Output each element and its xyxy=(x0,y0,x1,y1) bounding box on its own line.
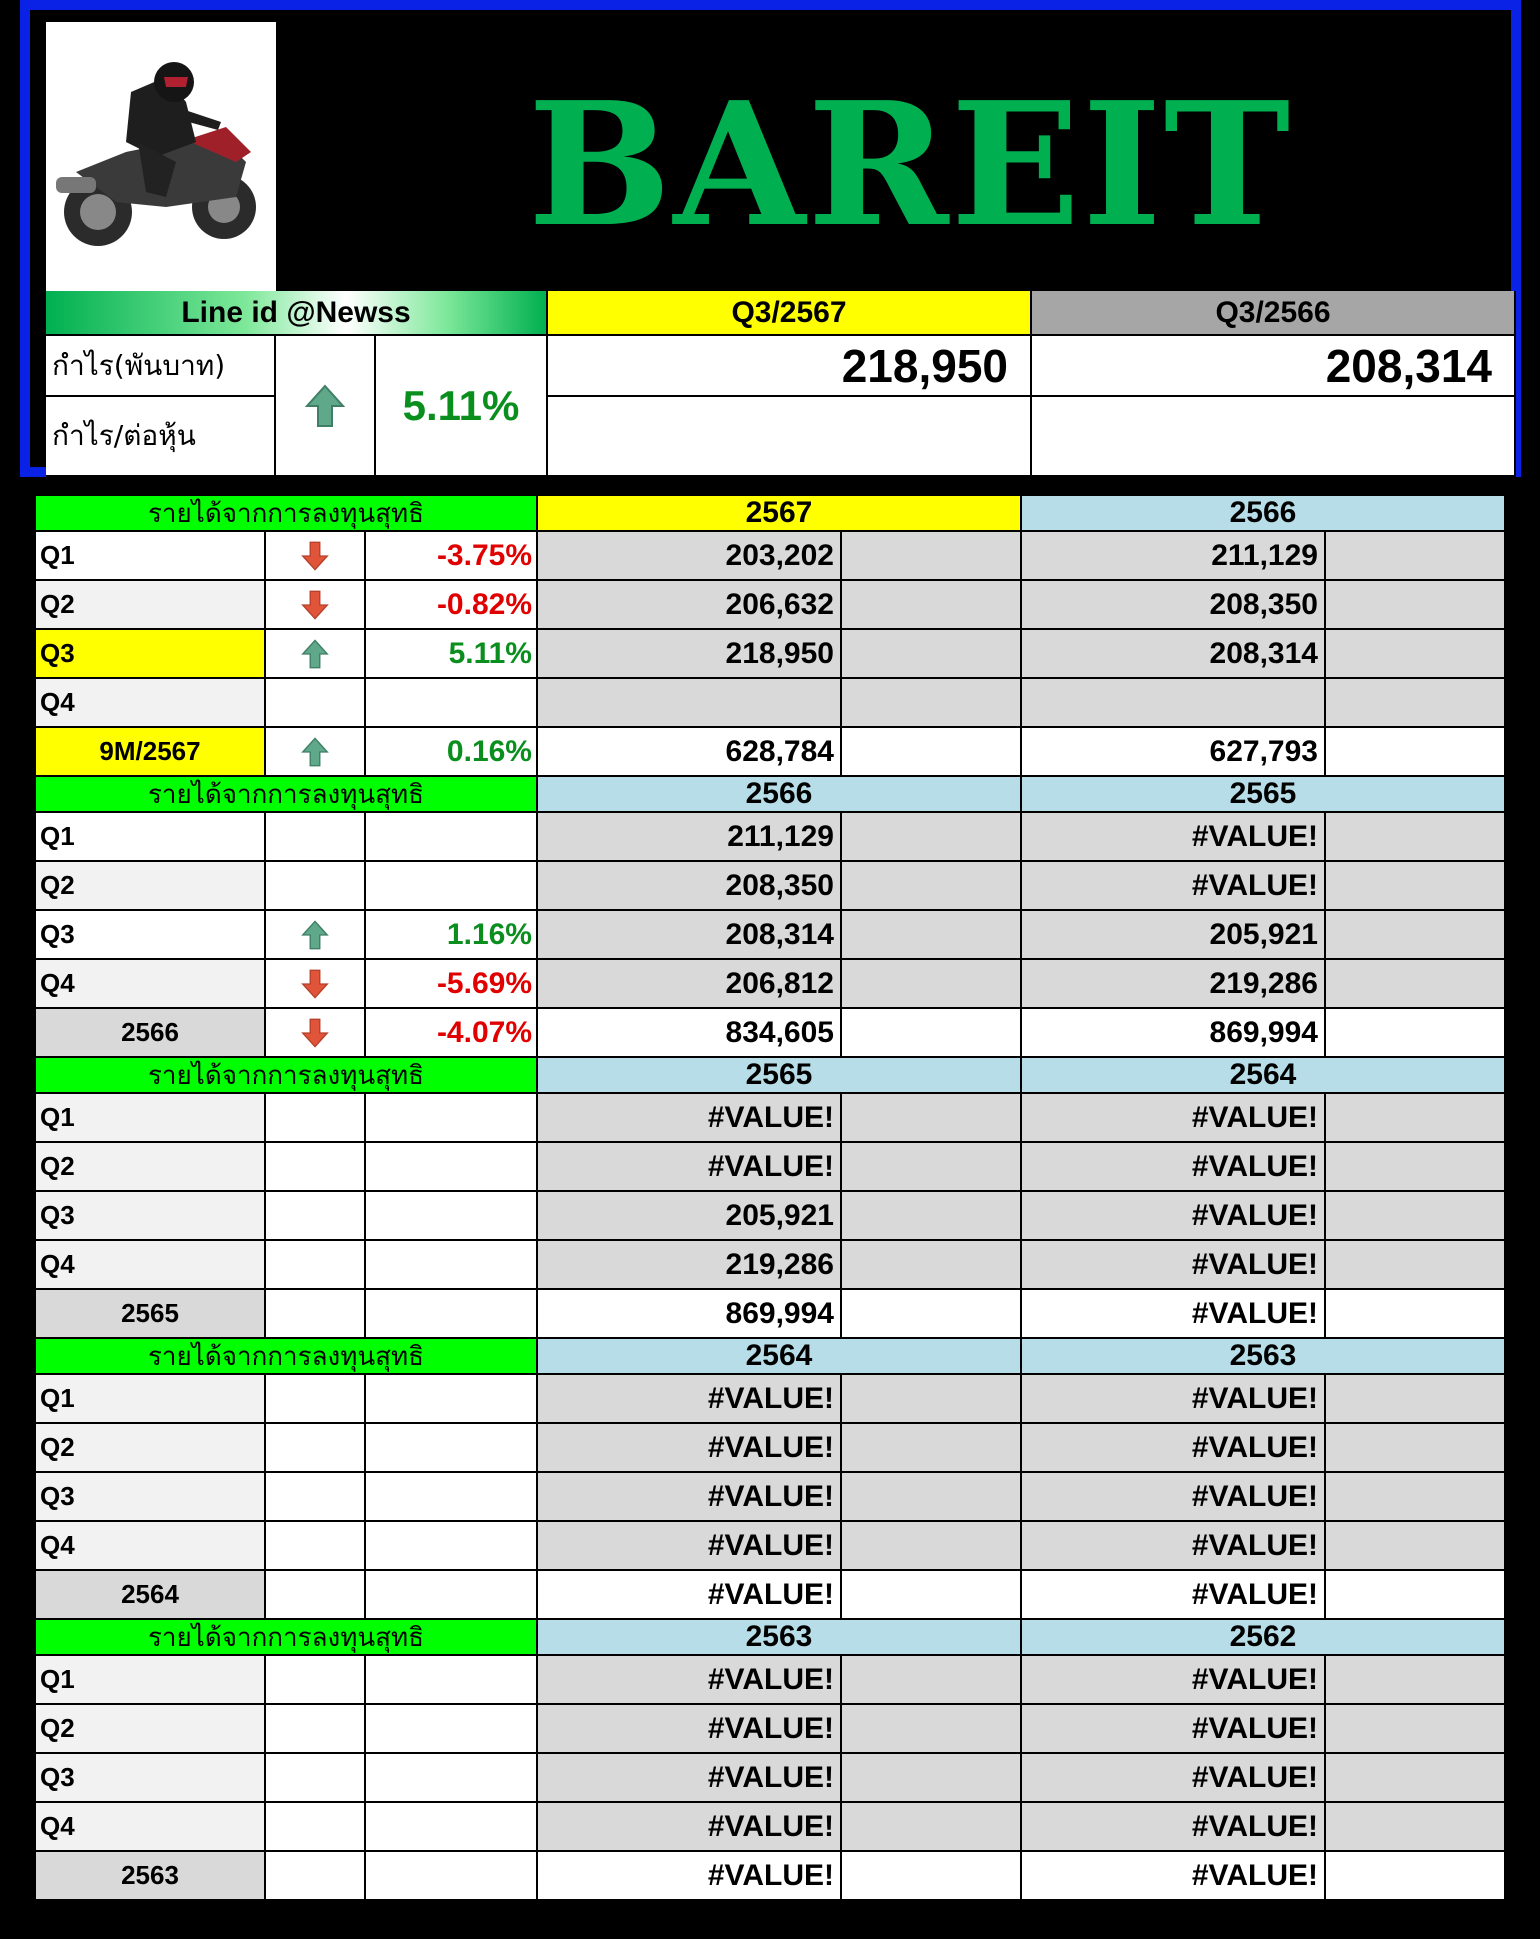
value-a: 203,202 xyxy=(538,532,842,581)
spacer-cell xyxy=(842,1571,1022,1620)
arrow-cell xyxy=(266,1522,366,1571)
year-b-header: 2564 xyxy=(1022,1058,1506,1094)
section-title: รายได้จากการลงทุนสุทธิ xyxy=(36,777,538,813)
year-a-header: 2565 xyxy=(538,1058,1022,1094)
change-percent xyxy=(366,813,538,862)
spacer-cell xyxy=(1326,1424,1506,1473)
value-b: #VALUE! xyxy=(1022,1754,1326,1803)
spacer-cell xyxy=(1326,1705,1506,1754)
change-percent: -3.75% xyxy=(366,532,538,581)
spacer-cell xyxy=(842,1192,1022,1241)
value-b: #VALUE! xyxy=(1022,1094,1326,1143)
up-arrow-icon xyxy=(276,336,376,477)
value-a: #VALUE! xyxy=(538,1656,842,1705)
spacer-cell xyxy=(842,1094,1022,1143)
change-percent xyxy=(366,1241,538,1290)
arrow-cell xyxy=(266,1656,366,1705)
value-b: #VALUE! xyxy=(1022,1192,1326,1241)
down-arrow-icon xyxy=(266,532,366,581)
spacer-cell xyxy=(842,532,1022,581)
quarter-label: Q3 xyxy=(36,1754,266,1803)
year-a-header: 2567 xyxy=(538,496,1022,532)
spacer-cell xyxy=(1326,1754,1506,1803)
value-b: 211,129 xyxy=(1022,532,1326,581)
value-b: 208,314 xyxy=(1022,630,1326,679)
spacer-cell xyxy=(1326,1852,1506,1901)
eps-label: กำไร/ต่อหุ้น xyxy=(46,397,276,477)
section-title: รายได้จากการลงทุนสุทธิ xyxy=(36,496,538,532)
year-b-header: 2562 xyxy=(1022,1620,1506,1656)
total-label: 2566 xyxy=(36,1009,266,1058)
change-percent xyxy=(366,1852,538,1901)
up-arrow-icon xyxy=(266,630,366,679)
spacer-cell xyxy=(842,862,1022,911)
spacer-cell xyxy=(1326,728,1506,777)
value-b: 869,994 xyxy=(1022,1009,1326,1058)
value-a: 205,921 xyxy=(538,1192,842,1241)
value-b: #VALUE! xyxy=(1022,1522,1326,1571)
change-percent xyxy=(366,1375,538,1424)
quarter-label: Q3 xyxy=(36,911,266,960)
spacer-cell xyxy=(1326,1522,1506,1571)
spacer-cell xyxy=(1326,911,1506,960)
value-b: #VALUE! xyxy=(1022,1571,1326,1620)
spacer-cell xyxy=(842,1473,1022,1522)
spacer-cell xyxy=(1326,1192,1506,1241)
value-b: #VALUE! xyxy=(1022,1290,1326,1339)
year-b-header: 2563 xyxy=(1022,1339,1506,1375)
quarter-label: Q1 xyxy=(36,1375,266,1424)
value-b: #VALUE! xyxy=(1022,1241,1326,1290)
change-percent xyxy=(366,1705,538,1754)
arrow-cell xyxy=(266,1241,366,1290)
arrow-cell xyxy=(266,1473,366,1522)
profit-label: กำไร(พันบาท) xyxy=(46,336,276,397)
down-arrow-icon xyxy=(266,581,366,630)
quarter-label: Q1 xyxy=(36,1094,266,1143)
quarter-label: Q1 xyxy=(36,813,266,862)
motorcycle-logo-icon xyxy=(46,22,276,291)
change-percent xyxy=(366,1143,538,1192)
total-label: 2563 xyxy=(36,1852,266,1901)
quarter-label: Q2 xyxy=(36,581,266,630)
value-b: #VALUE! xyxy=(1022,862,1326,911)
year-a-header: 2564 xyxy=(538,1339,1022,1375)
col-current-header: Q3/2567 xyxy=(548,291,1032,336)
spacer-cell xyxy=(842,630,1022,679)
value-b xyxy=(1022,679,1326,728)
section-title: รายได้จากการลงทุนสุทธิ xyxy=(36,1620,538,1656)
value-a: #VALUE! xyxy=(538,1375,842,1424)
down-arrow-icon xyxy=(266,1009,366,1058)
year-a-header: 2563 xyxy=(538,1620,1022,1656)
value-a: 211,129 xyxy=(538,813,842,862)
summary-grid xyxy=(46,291,1516,477)
change-percent: -0.82% xyxy=(366,581,538,630)
value-a: #VALUE! xyxy=(538,1803,842,1852)
change-percent xyxy=(366,1522,538,1571)
value-a: 628,784 xyxy=(538,728,842,777)
spacer-cell xyxy=(842,1522,1022,1571)
change-percent: 0.16% xyxy=(366,728,538,777)
spacer-cell xyxy=(1326,1241,1506,1290)
spacer-cell xyxy=(842,1290,1022,1339)
value-a: #VALUE! xyxy=(538,1705,842,1754)
spacer-cell xyxy=(842,1705,1022,1754)
value-a: #VALUE! xyxy=(538,1143,842,1192)
spacer-cell xyxy=(842,1424,1022,1473)
value-b: 627,793 xyxy=(1022,728,1326,777)
value-b: #VALUE! xyxy=(1022,1424,1326,1473)
section-table xyxy=(36,1620,1506,1901)
profit-change: 5.11% xyxy=(376,336,548,477)
arrow-cell xyxy=(266,1290,366,1339)
quarter-label: Q4 xyxy=(36,679,266,728)
spacer-cell xyxy=(1326,813,1506,862)
spacer-cell xyxy=(1326,862,1506,911)
value-a: 208,314 xyxy=(538,911,842,960)
spacer-cell xyxy=(842,911,1022,960)
spacer-cell xyxy=(842,1009,1022,1058)
spacer-cell xyxy=(842,1803,1022,1852)
value-b: #VALUE! xyxy=(1022,1803,1326,1852)
down-arrow-icon xyxy=(266,960,366,1009)
spacer-cell xyxy=(1326,1290,1506,1339)
spacer-cell xyxy=(1326,1656,1506,1705)
line-id-label: Line id @Newss xyxy=(46,291,548,336)
year-a-header: 2566 xyxy=(538,777,1022,813)
spacer-cell xyxy=(842,679,1022,728)
spacer-cell xyxy=(1326,1473,1506,1522)
section-table xyxy=(36,1339,1506,1620)
spacer-cell xyxy=(1326,581,1506,630)
section-table xyxy=(36,1058,1506,1339)
change-percent: 5.11% xyxy=(366,630,538,679)
quarter-label: Q4 xyxy=(36,1241,266,1290)
total-label: 2565 xyxy=(36,1290,266,1339)
change-percent: -5.69% xyxy=(366,960,538,1009)
spacer-cell xyxy=(1326,1094,1506,1143)
value-b: #VALUE! xyxy=(1022,1143,1326,1192)
brand-title: BAREIT xyxy=(527,65,1293,265)
quarter-label: Q3 xyxy=(36,1473,266,1522)
col-previous-header: Q3/2566 xyxy=(1032,291,1516,336)
spacer-cell xyxy=(1326,679,1506,728)
total-label: 2564 xyxy=(36,1571,266,1620)
value-b: #VALUE! xyxy=(1022,1852,1326,1901)
year-b-header: 2565 xyxy=(1022,777,1506,813)
spacer-cell xyxy=(1326,960,1506,1009)
arrow-cell xyxy=(266,1571,366,1620)
section-title: รายได้จากการลงทุนสุทธิ xyxy=(36,1339,538,1375)
quarter-label: Q4 xyxy=(36,1803,266,1852)
value-b: #VALUE! xyxy=(1022,1705,1326,1754)
change-percent xyxy=(366,1424,538,1473)
value-a xyxy=(538,679,842,728)
change-percent xyxy=(366,1656,538,1705)
arrow-cell xyxy=(266,1192,366,1241)
value-a: #VALUE! xyxy=(538,1424,842,1473)
value-a: #VALUE! xyxy=(538,1571,842,1620)
spacer-cell xyxy=(1326,1571,1506,1620)
change-percent xyxy=(366,862,538,911)
value-b: #VALUE! xyxy=(1022,1375,1326,1424)
spacer-cell xyxy=(842,728,1022,777)
change-percent: 1.16% xyxy=(366,911,538,960)
value-a: #VALUE! xyxy=(538,1522,842,1571)
value-a: #VALUE! xyxy=(538,1754,842,1803)
change-percent: -4.07% xyxy=(366,1009,538,1058)
change-percent xyxy=(366,679,538,728)
arrow-cell xyxy=(266,1754,366,1803)
value-b: #VALUE! xyxy=(1022,813,1326,862)
spacer-cell xyxy=(1326,1375,1506,1424)
spacer-cell xyxy=(842,1852,1022,1901)
quarter-label: Q2 xyxy=(36,862,266,911)
value-a: 834,605 xyxy=(538,1009,842,1058)
quarter-label: Q1 xyxy=(36,532,266,581)
quarter-label: Q4 xyxy=(36,960,266,1009)
spacer-cell xyxy=(842,1375,1022,1424)
value-b: 219,286 xyxy=(1022,960,1326,1009)
quarter-label: Q4 xyxy=(36,1522,266,1571)
eps-previous xyxy=(1032,397,1516,477)
arrow-cell xyxy=(266,1852,366,1901)
up-arrow-icon xyxy=(266,911,366,960)
change-percent xyxy=(366,1473,538,1522)
change-percent xyxy=(366,1803,538,1852)
spacer-cell xyxy=(1326,1803,1506,1852)
arrow-cell xyxy=(266,679,366,728)
value-a: 206,632 xyxy=(538,581,842,630)
profit-current: 218,950 xyxy=(548,336,1032,397)
spacer-cell xyxy=(842,1656,1022,1705)
value-a: 869,994 xyxy=(538,1290,842,1339)
section-title: รายได้จากการลงทุนสุทธิ xyxy=(36,1058,538,1094)
arrow-cell xyxy=(266,862,366,911)
arrow-cell xyxy=(266,1375,366,1424)
arrow-cell xyxy=(266,1705,366,1754)
header-panel xyxy=(20,0,1521,477)
quarter-label: Q2 xyxy=(36,1424,266,1473)
arrow-cell xyxy=(266,1424,366,1473)
quarter-label: Q3 xyxy=(36,1192,266,1241)
section-table xyxy=(36,496,1506,777)
value-a: #VALUE! xyxy=(538,1473,842,1522)
quarter-label: Q2 xyxy=(36,1705,266,1754)
value-b: 205,921 xyxy=(1022,911,1326,960)
spacer-cell xyxy=(842,1143,1022,1192)
spacer-cell xyxy=(842,1754,1022,1803)
eps-current xyxy=(548,397,1032,477)
profit-previous: 208,314 xyxy=(1032,336,1516,397)
change-percent xyxy=(366,1192,538,1241)
spacer-cell xyxy=(1326,630,1506,679)
quarter-label: Q1 xyxy=(36,1656,266,1705)
value-a: 206,812 xyxy=(538,960,842,1009)
change-percent xyxy=(366,1094,538,1143)
value-b: #VALUE! xyxy=(1022,1473,1326,1522)
value-a: 219,286 xyxy=(538,1241,842,1290)
spacer-cell xyxy=(842,581,1022,630)
spacer-cell xyxy=(842,960,1022,1009)
up-arrow-icon xyxy=(266,728,366,777)
total-label: 9M/2567 xyxy=(36,728,266,777)
arrow-cell xyxy=(266,1143,366,1192)
change-percent xyxy=(366,1571,538,1620)
change-percent xyxy=(366,1754,538,1803)
value-a: 218,950 xyxy=(538,630,842,679)
arrow-cell xyxy=(266,1094,366,1143)
value-a: 208,350 xyxy=(538,862,842,911)
value-a: #VALUE! xyxy=(538,1094,842,1143)
spacer-cell xyxy=(1326,1009,1506,1058)
year-b-header: 2566 xyxy=(1022,496,1506,532)
spacer-cell xyxy=(1326,532,1506,581)
section-table xyxy=(36,777,1506,1058)
spacer-cell xyxy=(842,813,1022,862)
spacer-cell xyxy=(1326,1143,1506,1192)
value-b: 208,350 xyxy=(1022,581,1326,630)
quarter-label: Q3 xyxy=(36,630,266,679)
spacer-cell xyxy=(842,1241,1022,1290)
arrow-cell xyxy=(266,813,366,862)
change-percent xyxy=(366,1290,538,1339)
value-b: #VALUE! xyxy=(1022,1656,1326,1705)
arrow-cell xyxy=(266,1803,366,1852)
value-a: #VALUE! xyxy=(538,1852,842,1901)
quarter-label: Q2 xyxy=(36,1143,266,1192)
